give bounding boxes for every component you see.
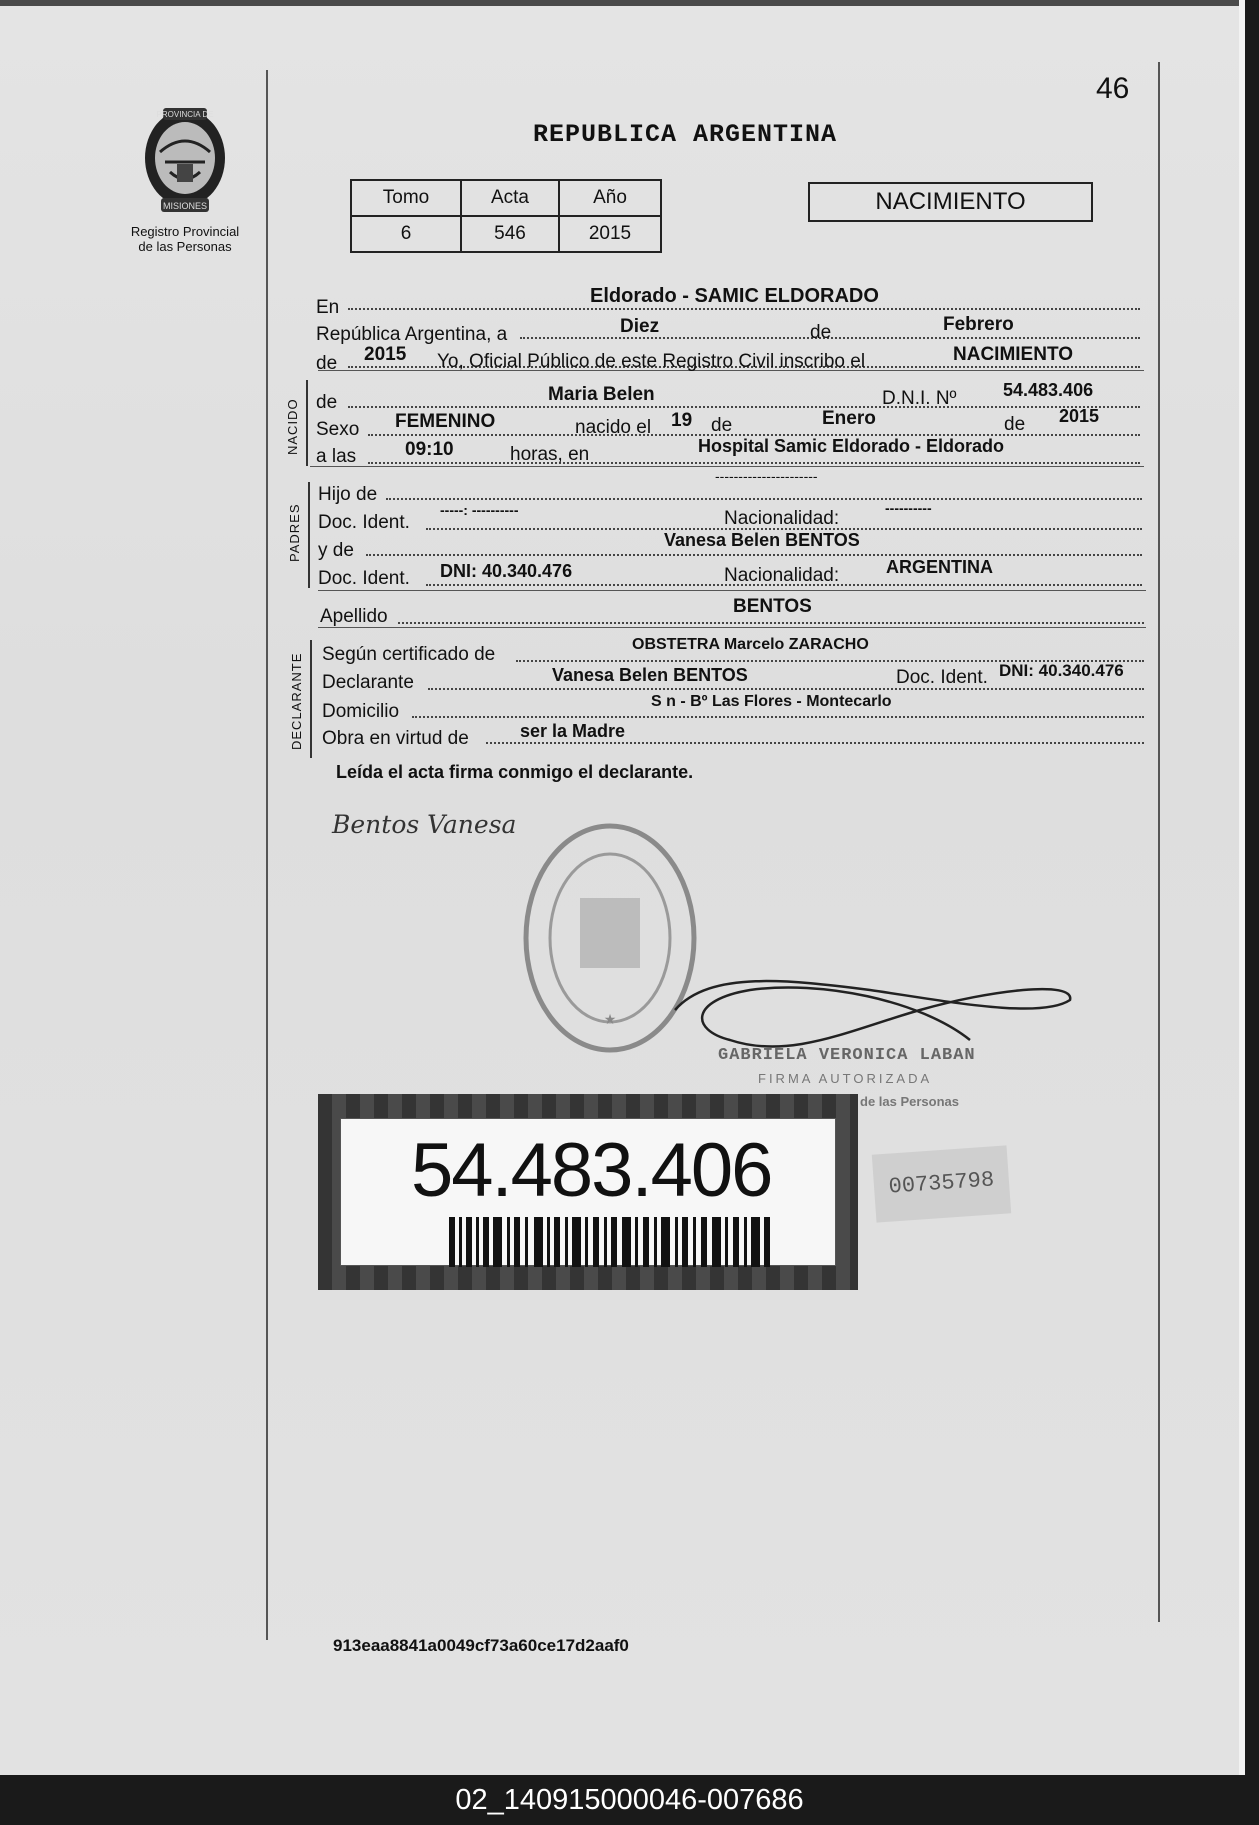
registry-caption: Registro Provincial de las Personas xyxy=(130,224,240,254)
declarante-label: Declarante xyxy=(322,672,414,693)
year-value: 2015 xyxy=(364,344,407,365)
nacido-side-label: NACIDO xyxy=(285,398,300,455)
value-acta: 546 xyxy=(461,216,559,252)
footer-code: 02_140915000046-007686 xyxy=(455,1784,804,1816)
de2-label: de xyxy=(316,353,338,374)
nacido-de-label: de xyxy=(316,392,338,413)
value-tomo: 6 xyxy=(351,216,461,252)
header-tomo: Tomo xyxy=(351,180,461,216)
left-margin-line xyxy=(266,70,268,1640)
id-number-label xyxy=(318,1094,858,1290)
sexo-value: FEMENINO xyxy=(395,411,496,432)
obra-value: ser la Madre xyxy=(520,721,626,741)
doc-ident-label-2: Doc. Ident. xyxy=(318,568,410,589)
declarant-signature: Bentos Vanesa xyxy=(332,810,517,839)
nacido-el-label: nacido el xyxy=(575,417,652,438)
mother-nationality: ARGENTINA xyxy=(886,557,993,577)
inscribe-text: Yo, Oficial Público de este Registro Civil inscribo el xyxy=(437,351,866,372)
birth-day: 19 xyxy=(671,410,693,431)
birth-month: Enero xyxy=(822,408,876,429)
svg-text:MISIONES: MISIONES xyxy=(162,201,208,211)
document-type-box: NACIMIENTO xyxy=(808,182,1093,222)
obra-label: Obra en virtud de xyxy=(322,728,469,749)
officer-office: de las Personas xyxy=(860,1094,959,1109)
record-reference-table xyxy=(350,179,662,253)
hijo-de-label: Hijo de xyxy=(318,484,378,505)
declarante-value: Vanesa Belen BENTOS xyxy=(552,665,748,685)
dni-label: D.N.I. Nº xyxy=(882,388,957,409)
birth-time: 09:10 xyxy=(405,439,454,460)
doc-ident-label: Doc. Ident. xyxy=(318,512,410,533)
svg-text:★: ★ xyxy=(603,1011,617,1027)
place-value: Eldorado - SAMIC ELDORADO xyxy=(590,285,879,307)
birth-place: Hospital Samic Eldorado - Eldorado xyxy=(698,436,1005,456)
provincial-seal-icon xyxy=(135,100,235,220)
domicilio-label: Domicilio xyxy=(322,701,400,722)
child-name: Maria Belen xyxy=(548,384,655,405)
nacionalidad-label-2: Nacionalidad: xyxy=(724,565,840,586)
closing-statement: Leída el acta firma conmigo el declarante. xyxy=(336,762,694,782)
mother-doc: DNI: 40.340.476 xyxy=(440,561,573,581)
child-dni: 54.483.406 xyxy=(1003,380,1094,400)
month-value: Febrero xyxy=(943,314,1014,335)
apellido-value: BENTOS xyxy=(733,596,812,617)
country-title: REPUBLICA ARGENTINA xyxy=(533,120,838,149)
a-las-label: a las xyxy=(316,446,357,467)
segun-label: Según certificado de xyxy=(322,644,496,665)
official-signature-icon xyxy=(670,950,1080,1060)
table-row xyxy=(351,180,661,216)
serial-sticker: 00735798 xyxy=(872,1145,1011,1222)
nacionalidad-label: Nacionalidad: xyxy=(724,508,840,529)
birth-de-label: de xyxy=(711,415,733,436)
svg-text:PROVINCIA DE: PROVINCIA DE xyxy=(156,110,214,119)
day-value: Diez xyxy=(620,316,660,337)
de-label: de xyxy=(810,322,832,343)
value-ano: 2015 xyxy=(559,216,661,252)
birth-de2-label: de xyxy=(1004,414,1026,435)
table-row xyxy=(351,216,661,252)
document-hash: 913eaa8841a0049cf73a60ce17d2aaf0 xyxy=(333,1636,629,1655)
officer-name: GABRIELA VERONICA LABAN xyxy=(718,1046,976,1065)
en-label: En xyxy=(316,297,340,318)
birth-year: 2015 xyxy=(1059,406,1100,426)
father-doc: -----: ---------- xyxy=(440,502,519,518)
padres-side-label: PADRES xyxy=(287,503,302,562)
father-nationality: ---------- xyxy=(885,500,932,516)
header-acta: Acta xyxy=(461,180,559,216)
domicilio-value: S n - Bº Las Flores - Montecarlo xyxy=(651,693,892,710)
registry-logo xyxy=(110,100,260,254)
republica-label: República Argentina, a xyxy=(316,324,508,345)
inscribe-value: NACIMIENTO xyxy=(953,344,1073,365)
officer-title: FIRMA AUTORIZADA xyxy=(758,1071,933,1086)
declarante-doc-label: Doc. Ident. xyxy=(896,667,988,688)
apellido-label: Apellido xyxy=(320,606,388,627)
horas-label: horas, en xyxy=(510,444,590,465)
right-margin-line xyxy=(1158,62,1160,1622)
id-number-big: 54.483.406 xyxy=(411,1128,772,1213)
header-ano: Año xyxy=(559,180,661,216)
page-number: 46 xyxy=(1096,72,1130,105)
barcode-icon xyxy=(449,1217,771,1267)
declarante-doc: DNI: 40.340.476 xyxy=(999,661,1124,680)
declarante-side-label: DECLARANTE xyxy=(289,652,304,750)
father-name: ---------------------- xyxy=(715,468,818,484)
sexo-label: Sexo xyxy=(316,419,360,440)
y-de-label: y de xyxy=(318,540,354,561)
mother-name: Vanesa Belen BENTOS xyxy=(664,530,860,550)
certificate-value: OBSTETRA Marcelo ZARACHO xyxy=(632,636,869,653)
